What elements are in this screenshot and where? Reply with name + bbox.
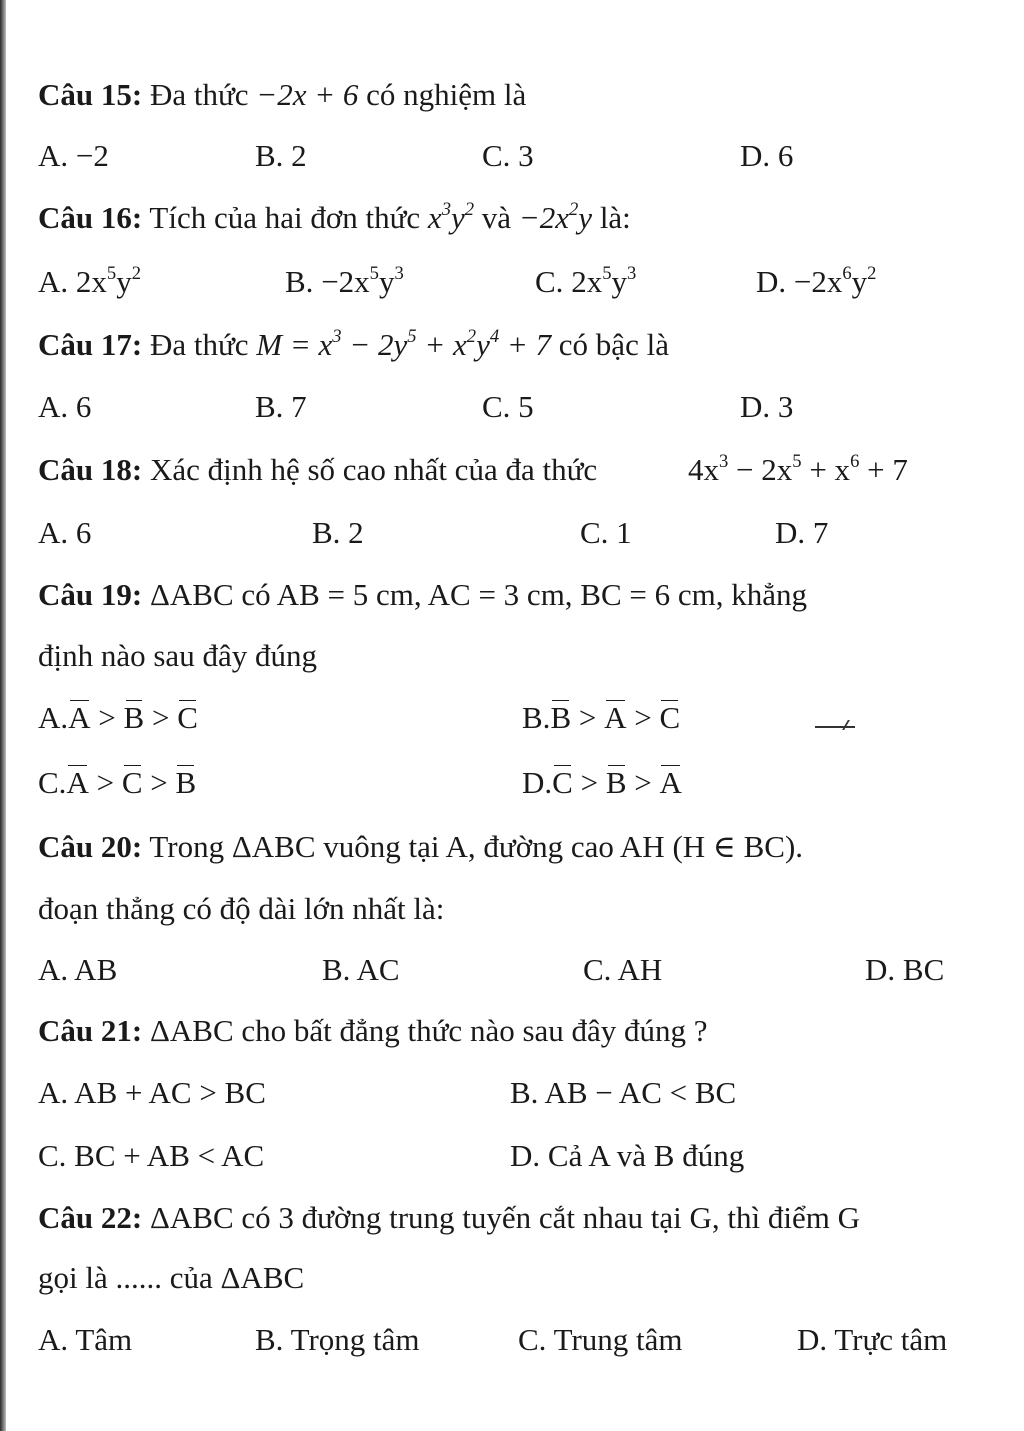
option-a[interactable]: A. −2 (38, 138, 109, 173)
option-c[interactable]: C. 1 (580, 515, 632, 550)
question-19-text: Câu 19: ΔABC có AB = 5 cm, AC = 3 cm, BC = 6 cm, khẳng (38, 577, 808, 612)
question-15-options (0, 131, 1024, 181)
question-21-text: Câu 21: ΔABC cho bất đẳng thức nào sau đây đúng ? (38, 1013, 708, 1048)
option-c[interactable]: C. Trung tâm (518, 1322, 683, 1357)
option-d[interactable]: D. 6 (740, 138, 794, 173)
question-21-options-cd (0, 1131, 1024, 1181)
question-16 (0, 193, 1024, 243)
question-15 (0, 70, 1024, 120)
option-c[interactable]: C. 5 (482, 389, 534, 424)
question-19-options-ab (0, 693, 1024, 743)
question-22 (0, 1193, 1024, 1243)
option-c[interactable]: C. AH (583, 952, 663, 987)
question-17-text: Câu 17: Đa thức $M = x^3 - 2y^5 + x^2y^4 + 7$ có bậc là (38, 325, 669, 362)
question-18 (0, 445, 1024, 495)
option-c[interactable]: C. 3 (482, 138, 534, 173)
question-19-text-line2: định nào sau đây đúng (38, 638, 317, 673)
question-22-text: Câu 22: ΔABC có 3 đường trung tuyến cắt nhau tại G, thì điểm G (38, 1200, 861, 1235)
option-d[interactable]: D. 3 (740, 389, 794, 424)
option-d[interactable]: D. $-2x^6y^2$ (756, 262, 877, 299)
question-16-text: Câu 16: Tích của hai đơn thức $x^3y^2$ và $-2x^2y$ là: (38, 198, 631, 235)
question-15-text: Câu 15: Đa thức −2x + 6 có nghiệm là (38, 77, 527, 112)
question-20-continued (0, 884, 1024, 934)
question-22-options (0, 1315, 1024, 1365)
option-b[interactable]: B. AC (322, 952, 400, 987)
question-21 (0, 1006, 1024, 1056)
question-20-options (0, 945, 1024, 995)
option-b[interactable]: B.B > A > C (522, 693, 680, 743)
option-a[interactable]: A. 6 (38, 515, 92, 550)
option-a[interactable]: A. AB (38, 952, 118, 987)
option-d[interactable]: D. BC (865, 952, 945, 987)
option-d[interactable]: D. Trực tâm (797, 1322, 948, 1357)
question-17 (0, 320, 1024, 370)
option-b[interactable]: B. 7 (255, 389, 307, 424)
question-20 (0, 822, 1024, 872)
option-d[interactable]: D.C > B > A (522, 758, 682, 808)
option-a[interactable]: A. $2x^5y^2$ (38, 262, 141, 299)
option-a[interactable]: A. 6 (38, 389, 92, 424)
question-21-options-ab (0, 1068, 1024, 1118)
option-b[interactable]: B. 2 (312, 515, 364, 550)
question-20-text-line2: đoạn thẳng có độ dài lớn nhất là: (38, 891, 445, 926)
option-b[interactable]: B. Trọng tâm (255, 1322, 420, 1357)
option-d[interactable]: D. 7 (775, 515, 829, 550)
option-a[interactable]: A.A > B > C (38, 693, 198, 743)
question-18-options (0, 508, 1024, 558)
question-19 (0, 570, 1024, 620)
question-22-continued (0, 1253, 1024, 1303)
question-22-text-line2: gọi là ...... của ΔABC (38, 1260, 305, 1295)
option-b[interactable]: B. 2 (255, 138, 307, 173)
option-c[interactable]: C.A > C > B (38, 758, 196, 808)
question-18-polynomial: $4x^3 - 2x^5 + x^6 + 7$ (688, 450, 908, 487)
option-c[interactable]: C. BC + AB < AC (38, 1138, 265, 1173)
option-a[interactable]: A. Tâm (38, 1322, 133, 1357)
question-19-options-cd (0, 758, 1024, 808)
question-17-options (0, 382, 1024, 432)
question-19-continued (0, 631, 1024, 681)
option-c[interactable]: C. $2x^5y^3$ (535, 262, 637, 299)
question-20-text: Câu 20: Trong ΔABC vuông tại A, đường cao AH (H ∈ BC). (38, 829, 804, 864)
option-d[interactable]: D. Cả A và B đúng (510, 1138, 745, 1173)
question-16-options (0, 257, 1024, 307)
option-b[interactable]: B. $-2x^5y^3$ (285, 262, 404, 299)
question-18-text: Câu 18: Xác định hệ số cao nhất của đa thức (38, 452, 598, 487)
scribble-mark (815, 726, 855, 748)
option-a[interactable]: A. AB + AC > BC (38, 1075, 266, 1110)
option-b[interactable]: B. AB − AC < BC (510, 1075, 737, 1110)
